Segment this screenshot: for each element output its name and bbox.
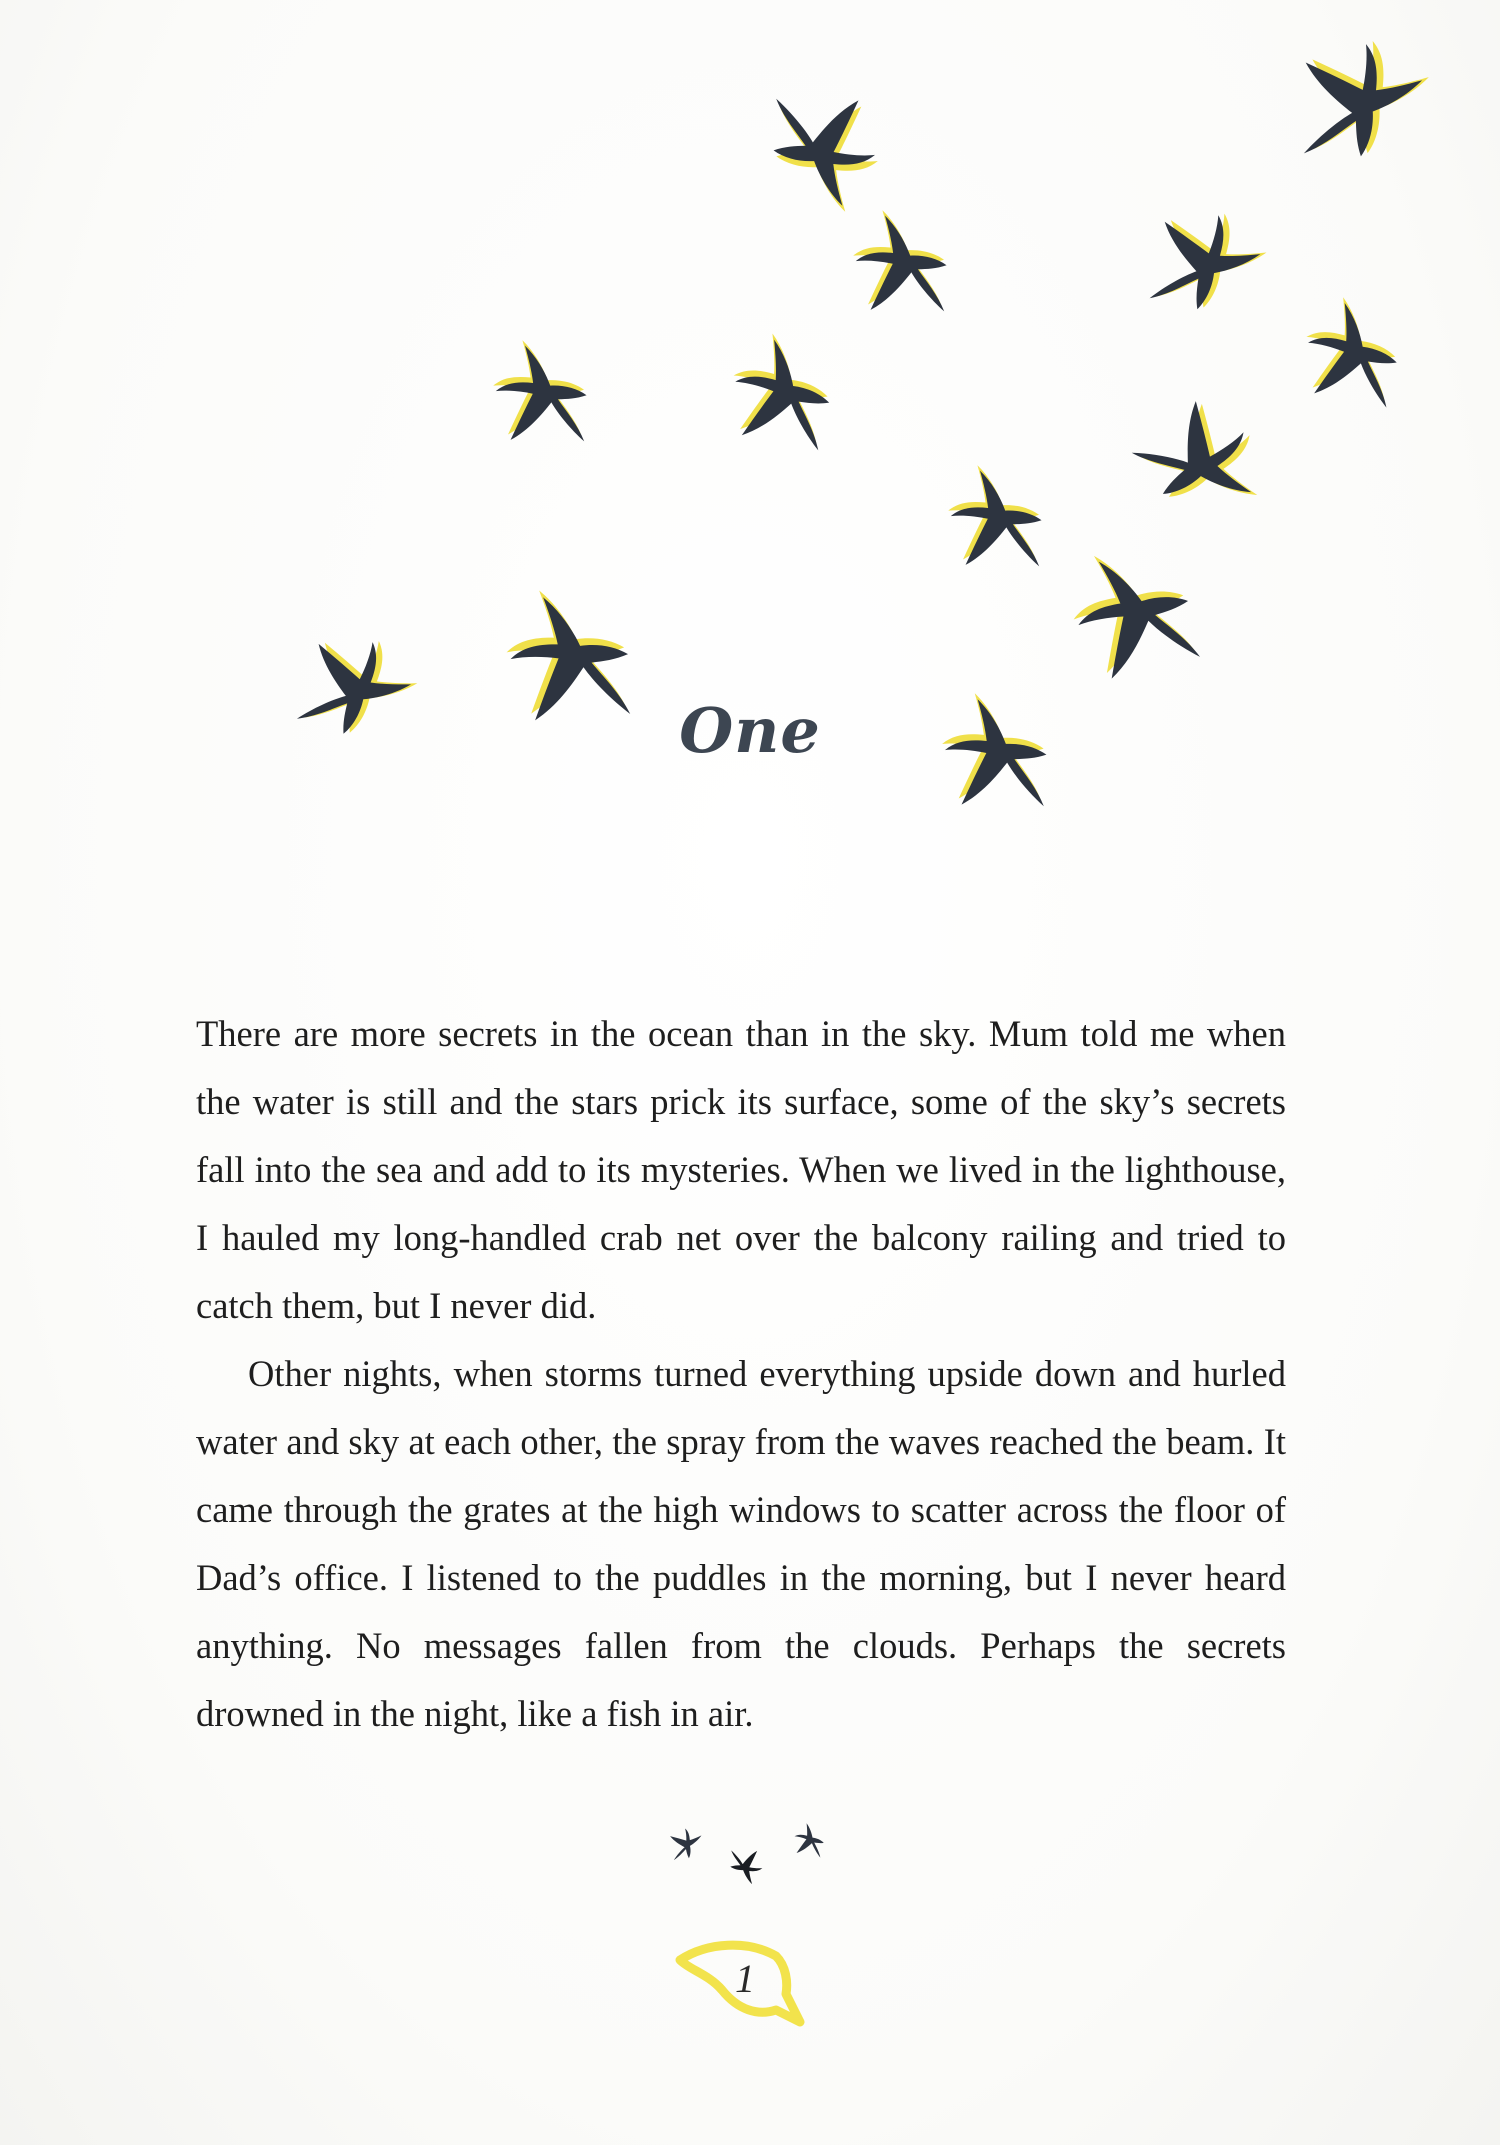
- bird-icon: [788, 1821, 832, 1864]
- bird-icon: [838, 206, 970, 334]
- bird-icon: [710, 327, 858, 472]
- bird-icon: [666, 1826, 702, 1864]
- chapter-title: One: [679, 694, 821, 767]
- chapter-body: [196, 1000, 1286, 1748]
- bird-icon: [1276, 22, 1434, 185]
- paragraph: Other nights, when storms turned everything upside down and hurled water and sky at each other, the spray from the waves reached the beam. It came through the grates at the high windows to scatter across the floor of Dad’s office. I listened to the puddles in the morning, but I never heard anything. No messages fallen from the clouds. Perhaps the secrets drowned in the night, like a fish in air.: [196, 1353, 1286, 1734]
- bird-icon: [933, 461, 1065, 589]
- bird-icon: [478, 336, 610, 464]
- page-number: 1: [735, 1956, 755, 2001]
- three-birds-divider: [660, 1800, 860, 1900]
- bird-icon: [1128, 190, 1273, 338]
- bird-icon: [1069, 555, 1208, 687]
- bird-icon: [1284, 291, 1423, 428]
- bird-icon: [276, 614, 424, 764]
- bird-icon: [723, 1842, 768, 1885]
- bird-icon: [492, 587, 655, 744]
- bird-icon: [748, 74, 895, 217]
- paragraph: There are more secrets in the ocean than in the sky. Mum told me when the water is still and the stars prick its surface, some of the sky’s secrets fall into the sea and add to its mysteries. When we lived in the lighthouse, I hauled my long-handled crab net over the balcony railing and tried to catch them, but I never did.: [196, 1013, 1286, 1326]
- bird-icon: [1123, 388, 1270, 531]
- bird-icon: [925, 689, 1072, 820]
